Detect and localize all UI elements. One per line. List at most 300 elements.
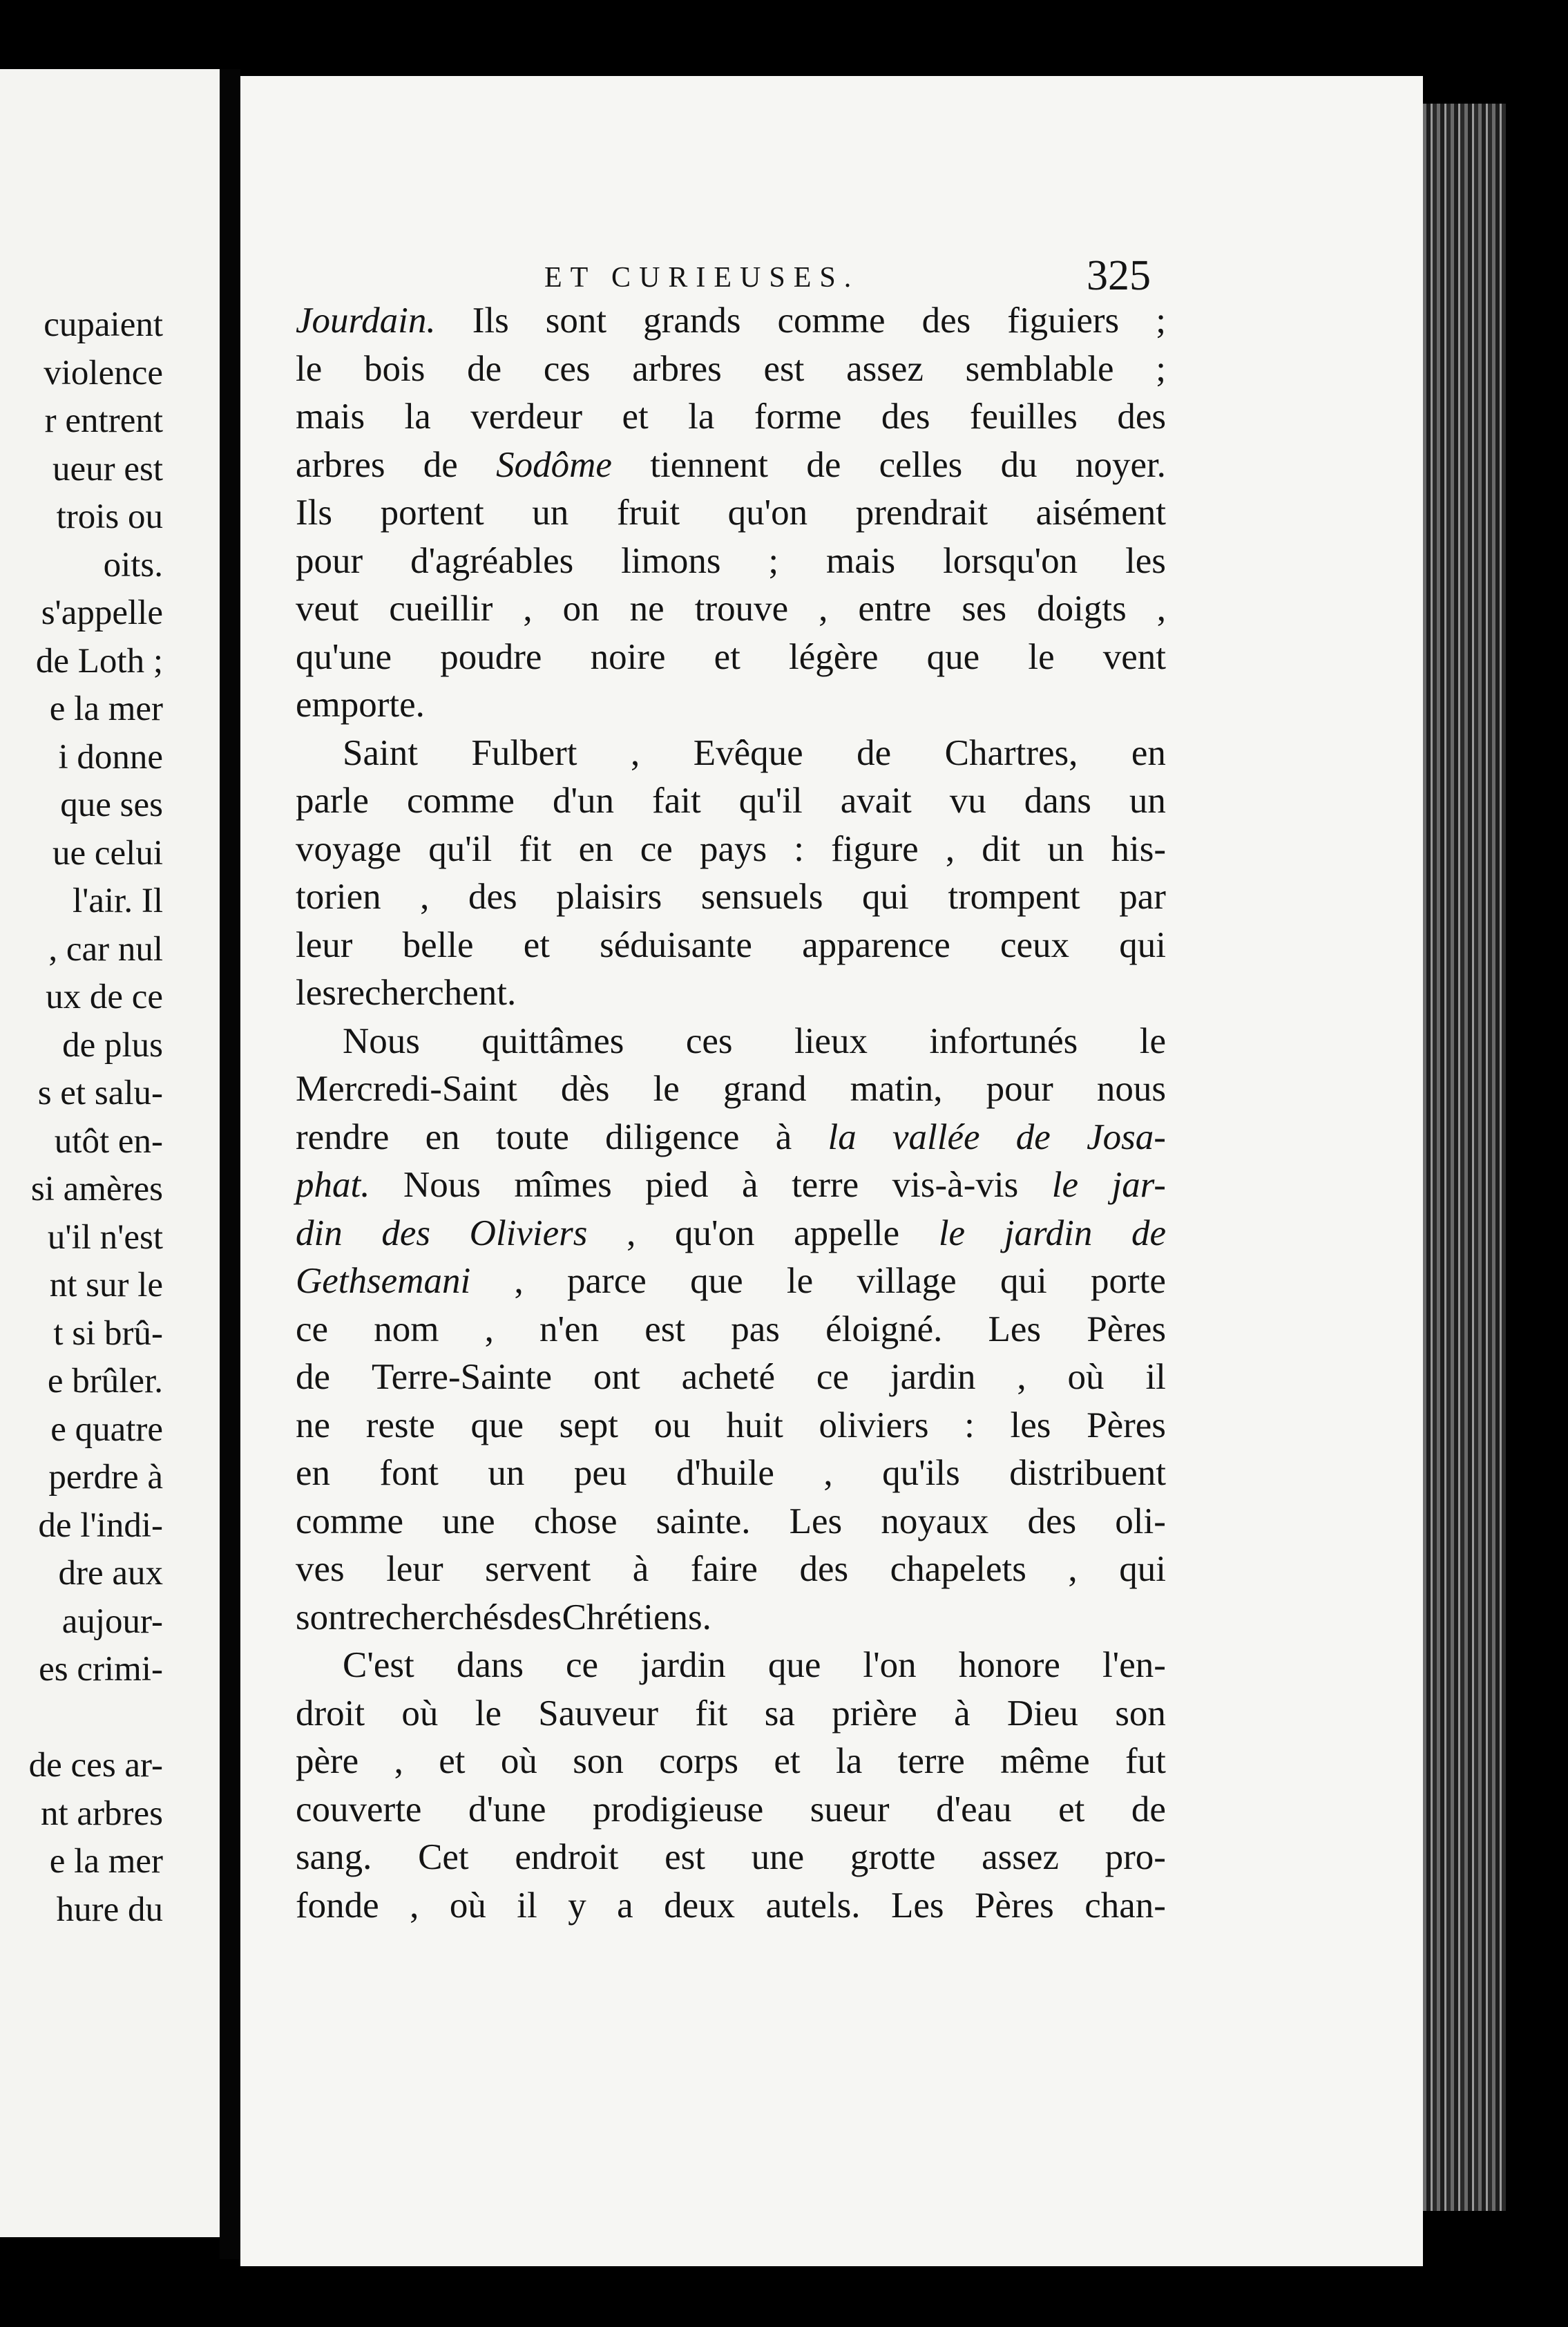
word: Les — [789, 1501, 843, 1541]
word: ses — [962, 589, 1007, 629]
word: des — [381, 1213, 431, 1253]
word: à — [775, 1117, 792, 1157]
word: vallée — [892, 1117, 980, 1157]
word: qu'il — [738, 781, 803, 821]
word: nous — [1096, 1069, 1166, 1109]
word: il — [1145, 1357, 1166, 1397]
word: : — [794, 828, 804, 869]
word: infortunés — [929, 1020, 1078, 1061]
word: , — [945, 828, 955, 869]
word: phat. — [296, 1165, 370, 1205]
word: Evêque — [693, 732, 803, 773]
word: à — [632, 1549, 649, 1589]
word: Mercredi-Saint — [296, 1069, 517, 1109]
word: des — [921, 301, 971, 341]
word: deux — [664, 1885, 736, 1926]
facing-page-line: es crimi- — [39, 1650, 163, 1689]
word: huit — [726, 1405, 783, 1445]
word: poudre — [440, 636, 542, 677]
word: qui — [1119, 924, 1166, 965]
word: mîmes — [514, 1165, 612, 1205]
text-line — [296, 1834, 1166, 1882]
word: n'en — [539, 1309, 600, 1349]
word: la — [404, 397, 431, 437]
word: comme — [296, 1501, 403, 1541]
text-line — [296, 345, 1166, 394]
word: d'agréables — [410, 540, 574, 581]
word: fruit — [616, 493, 680, 533]
word: bois — [363, 348, 426, 389]
word: où — [401, 1693, 439, 1734]
word: porte — [1091, 1261, 1166, 1301]
word: pour — [986, 1069, 1053, 1109]
word: , — [523, 589, 533, 629]
word: son — [573, 1741, 624, 1781]
background-edge — [1506, 104, 1568, 2211]
word: Ils — [296, 493, 332, 533]
word: et — [439, 1741, 466, 1781]
word: rendre — [296, 1117, 390, 1157]
word: Les — [890, 1885, 944, 1926]
word: le — [1139, 1020, 1166, 1061]
word: vent — [1102, 636, 1166, 677]
facing-page-line: aujour- — [61, 1602, 163, 1641]
word: de — [467, 348, 502, 389]
facing-page-line: i donne — [58, 737, 163, 777]
word: un — [488, 1453, 525, 1493]
word: font — [379, 1453, 439, 1493]
word: la — [836, 1741, 863, 1781]
text-line — [296, 585, 1166, 634]
word: reste — [365, 1405, 435, 1445]
word: , — [1068, 1549, 1078, 1589]
word: il — [517, 1885, 537, 1926]
word: jar- — [1111, 1165, 1166, 1205]
facing-page-line: ue celui — [52, 833, 163, 873]
word: on — [562, 589, 600, 629]
word: en — [1131, 732, 1166, 773]
word: en — [296, 1453, 331, 1493]
text-line — [296, 1450, 1166, 1498]
word: corps — [659, 1741, 739, 1781]
word: Gethsemani — [296, 1261, 471, 1301]
word: de — [1015, 1117, 1051, 1157]
word: arbres — [632, 348, 722, 389]
word: , — [1156, 589, 1166, 629]
word: portent — [380, 493, 484, 533]
word: Jourdain. — [296, 301, 436, 341]
facing-page-line — [0, 1694, 163, 1742]
word: et — [774, 1741, 801, 1781]
facing-page-line: e brûler. — [47, 1362, 163, 1400]
word: vu — [949, 781, 986, 821]
word: une — [442, 1501, 495, 1541]
word: trompent — [948, 877, 1080, 917]
word: aisément — [1035, 493, 1166, 533]
text-line — [296, 922, 1166, 970]
word: le — [1028, 636, 1055, 677]
word: apparence — [802, 924, 950, 965]
facing-page-line: e la mer — [49, 1842, 163, 1881]
word: pays — [699, 828, 767, 869]
word: Ils — [472, 301, 509, 341]
word: des — [1117, 397, 1166, 437]
page-number: 325 — [1087, 252, 1151, 299]
word: , — [631, 732, 640, 773]
word: forme — [754, 397, 842, 437]
word: cueillir — [389, 589, 493, 629]
facing-page-line: l'air. Il — [73, 882, 163, 920]
word: qui — [1000, 1261, 1047, 1301]
word: les — [1125, 540, 1166, 581]
word: toute — [495, 1117, 569, 1157]
facing-page-line: violence — [44, 353, 163, 392]
word: comme — [406, 781, 515, 821]
word: emporte. — [296, 685, 425, 725]
word: figuiers — [1007, 301, 1120, 341]
word: torien — [296, 877, 381, 917]
word: noire — [590, 636, 666, 677]
word: une — [751, 1837, 805, 1877]
word: éloigné. — [825, 1309, 943, 1349]
text-line — [296, 1642, 1166, 1690]
word: est — [665, 1837, 705, 1877]
word: sa — [764, 1693, 795, 1734]
facing-page-line: trois ou — [56, 497, 163, 536]
word: leur — [386, 1549, 443, 1589]
text-line — [296, 1402, 1166, 1450]
word: , — [420, 877, 430, 917]
word: peu — [573, 1453, 627, 1493]
word: sont — [296, 1597, 357, 1637]
word: fit — [695, 1693, 728, 1734]
word: veut — [296, 589, 359, 629]
text-line — [296, 1161, 1166, 1210]
word: his- — [1111, 828, 1166, 869]
word: qu'il — [428, 828, 493, 869]
word: dit — [982, 828, 1021, 869]
word: l'on — [863, 1645, 917, 1685]
word: la — [688, 397, 715, 437]
word: de — [1131, 1213, 1166, 1253]
word: d'eau — [936, 1789, 1012, 1830]
word: à — [742, 1165, 758, 1205]
word: ce — [640, 828, 673, 869]
text-line — [296, 1546, 1166, 1594]
text-line — [296, 1018, 1166, 1066]
word: dès — [560, 1069, 610, 1109]
word: verdeur — [470, 397, 583, 437]
text-line — [296, 1257, 1166, 1306]
facing-page-line: que ses — [60, 786, 163, 824]
word: le — [296, 348, 323, 389]
word: le — [475, 1693, 501, 1734]
word: père — [296, 1741, 359, 1781]
word: fit — [519, 828, 552, 869]
text-line — [296, 1354, 1166, 1402]
word: qu'une — [296, 636, 392, 677]
word: à — [954, 1693, 971, 1734]
word: des — [799, 1549, 849, 1589]
word: légère — [789, 636, 879, 677]
word: droit — [296, 1693, 365, 1734]
word: arbres — [296, 444, 385, 485]
facing-page-line: u'il n'est — [47, 1217, 163, 1257]
word: en — [578, 828, 613, 869]
text-line — [296, 634, 1166, 682]
facing-page-line: nt arbres — [40, 1794, 163, 1833]
word: dans — [1024, 781, 1091, 821]
word: des — [881, 397, 930, 437]
facing-page-line: perdre à — [48, 1458, 163, 1497]
word: sensuels — [700, 877, 823, 917]
word: distribuent — [1009, 1453, 1166, 1493]
word: vis-à-vis — [892, 1165, 1019, 1205]
word: la — [828, 1117, 857, 1157]
facing-page-line: de ces ar- — [28, 1746, 163, 1785]
word: ont — [593, 1357, 640, 1397]
text-line — [296, 730, 1166, 778]
word: Oliviers — [469, 1213, 588, 1253]
word: grands — [643, 301, 741, 341]
word: endroit — [515, 1837, 619, 1877]
word: comme — [777, 301, 886, 341]
word: figure — [831, 828, 919, 869]
word: le — [786, 1261, 814, 1301]
word: oli- — [1115, 1501, 1166, 1541]
word: lieux — [794, 1020, 868, 1061]
facing-page — [0, 69, 220, 2237]
word: chapelets — [890, 1549, 1026, 1589]
running-head-title: ET CURIEUSES. — [544, 262, 860, 294]
word: tiennent — [650, 444, 768, 485]
facing-page-line: hure du — [56, 1890, 163, 1929]
word: mais — [296, 397, 365, 437]
word: jardin — [640, 1645, 726, 1685]
word: Saint — [343, 732, 418, 773]
word: , — [1017, 1357, 1026, 1397]
facing-page-line: t si brû- — [53, 1313, 163, 1353]
text-line — [296, 1882, 1166, 1930]
facing-page-line: utôt en- — [54, 1121, 163, 1161]
text-line — [296, 681, 1166, 730]
word: acheté — [681, 1357, 775, 1397]
word: Cet — [418, 1837, 469, 1877]
facing-page-text — [0, 301, 163, 1934]
word: sueur — [810, 1789, 890, 1830]
word: en — [425, 1117, 460, 1157]
word: pro- — [1105, 1837, 1166, 1877]
facing-page-line: cupaient — [44, 305, 163, 344]
word: et — [622, 397, 649, 437]
word: de — [296, 1357, 331, 1397]
word: chose — [533, 1501, 618, 1541]
word: Nous — [343, 1020, 420, 1061]
word: et — [714, 636, 740, 677]
word: parle — [296, 781, 369, 821]
facing-page-line: de l'indi- — [38, 1506, 163, 1545]
word: chan- — [1084, 1885, 1166, 1926]
word: où — [449, 1885, 486, 1926]
text-line — [296, 538, 1166, 586]
word: séduisante — [600, 924, 752, 965]
word: Chartres, — [944, 732, 1078, 773]
word: qu'on — [674, 1213, 755, 1253]
word: jardin — [890, 1357, 976, 1397]
word: faire — [690, 1549, 758, 1589]
text-line — [296, 297, 1166, 345]
word: où — [1067, 1357, 1105, 1397]
word: , — [394, 1741, 403, 1781]
facing-page-line: e la mer — [49, 690, 163, 728]
text-line — [296, 777, 1166, 826]
text-line — [296, 1065, 1166, 1114]
facing-page-line: oits. — [103, 545, 163, 585]
word: Nous — [403, 1165, 481, 1205]
word: , — [627, 1213, 636, 1253]
word: le — [1051, 1165, 1078, 1205]
word: feuilles — [969, 397, 1078, 437]
word: noyaux — [881, 1501, 989, 1541]
word: voyage — [296, 828, 402, 869]
word: des — [1027, 1501, 1077, 1541]
word: ce — [296, 1309, 329, 1349]
page-edges — [1423, 104, 1506, 2211]
word: d'huile — [676, 1453, 774, 1493]
word: pas — [731, 1309, 780, 1349]
word: un — [1047, 828, 1084, 869]
word: servent — [485, 1549, 591, 1589]
word: de — [857, 732, 892, 773]
facing-page-line: s et salu- — [37, 1074, 163, 1112]
word: recherchent. — [336, 973, 517, 1013]
word: grand — [723, 1069, 807, 1109]
word: de — [806, 444, 841, 485]
word: sept — [559, 1405, 619, 1445]
word: Sauveur — [538, 1693, 658, 1734]
word: dans — [456, 1645, 524, 1685]
text-line — [296, 393, 1166, 441]
facing-page-line: nt sur le — [49, 1266, 163, 1304]
word: qu'ils — [882, 1453, 960, 1493]
word: l'en- — [1102, 1645, 1166, 1685]
text-line — [296, 1210, 1166, 1258]
word: pour — [296, 540, 363, 581]
facing-page-line: dre aux — [58, 1554, 163, 1593]
text-line — [296, 1690, 1166, 1738]
facing-page-line: ueur est — [52, 449, 163, 488]
text-line — [296, 969, 1166, 1018]
facing-page-line: r entrent — [44, 401, 163, 440]
word: assez — [846, 348, 924, 389]
word: que — [767, 1645, 821, 1685]
word: prendrait — [855, 493, 988, 533]
word: lorsqu'on — [943, 540, 1078, 581]
text-line — [296, 489, 1166, 538]
word: nom — [374, 1309, 439, 1349]
word: de — [1131, 1789, 1166, 1830]
book-gutter — [220, 69, 240, 2259]
word: semblable — [965, 348, 1114, 389]
word: fonde — [296, 1885, 379, 1926]
word: sang. — [296, 1837, 372, 1877]
facing-page-line: de Loth ; — [35, 641, 163, 681]
word: celles — [879, 444, 963, 485]
text-line — [296, 826, 1166, 874]
word: même — [1000, 1741, 1090, 1781]
word: matin, — [850, 1069, 943, 1109]
text-line — [296, 1114, 1166, 1162]
word: Pères — [974, 1885, 1054, 1926]
word: y — [568, 1885, 586, 1926]
word: que — [690, 1261, 743, 1301]
word: , — [823, 1453, 833, 1493]
word: qu'on — [727, 493, 808, 533]
word: sainte. — [656, 1501, 751, 1541]
word: recherchés — [356, 1597, 513, 1637]
word: trouve — [694, 589, 789, 629]
word: ; — [1156, 301, 1166, 341]
word: qui — [1119, 1549, 1166, 1589]
word: terre — [792, 1165, 859, 1205]
word: : — [964, 1405, 975, 1445]
word: noyer. — [1075, 444, 1166, 485]
word: appelle — [794, 1213, 900, 1253]
word: Sodôme — [496, 444, 612, 485]
word: Chrétiens. — [562, 1597, 711, 1637]
word: ; — [768, 540, 779, 581]
word: quittâmes — [481, 1020, 624, 1061]
word: ves — [296, 1549, 345, 1589]
word: , — [484, 1309, 494, 1349]
word: par — [1119, 877, 1166, 917]
facing-page-line: e quatre — [50, 1409, 163, 1449]
word: d'un — [552, 781, 615, 821]
word: grotte — [850, 1837, 936, 1877]
word: belle — [402, 924, 474, 965]
word: ce — [566, 1645, 599, 1685]
word: ce — [816, 1357, 849, 1397]
word: un — [1129, 781, 1166, 821]
word: honore — [958, 1645, 1060, 1685]
word: a — [617, 1885, 633, 1926]
word: Dieu — [1006, 1693, 1078, 1734]
word: C'est — [343, 1645, 414, 1685]
word: est — [644, 1309, 686, 1349]
word: ne — [629, 589, 665, 629]
word: ne — [296, 1405, 331, 1445]
word: jardin — [1004, 1213, 1093, 1253]
text-line — [296, 1498, 1166, 1546]
word: limons — [621, 540, 721, 581]
word: , — [514, 1261, 524, 1301]
word: Fulbert — [471, 732, 577, 773]
word: le — [653, 1069, 680, 1109]
word: ; — [1156, 348, 1166, 389]
word: autels. — [765, 1885, 861, 1926]
word: ces — [685, 1020, 733, 1061]
word: de — [423, 444, 458, 485]
word: est — [763, 348, 805, 389]
word: doigts — [1037, 589, 1127, 629]
word: ou — [653, 1405, 691, 1445]
word: et — [1058, 1789, 1085, 1830]
facing-page-line: si amères — [30, 1170, 163, 1208]
word: les — [1010, 1405, 1051, 1445]
body-text — [296, 297, 1166, 1930]
word: où — [500, 1741, 537, 1781]
word: un — [532, 493, 569, 533]
